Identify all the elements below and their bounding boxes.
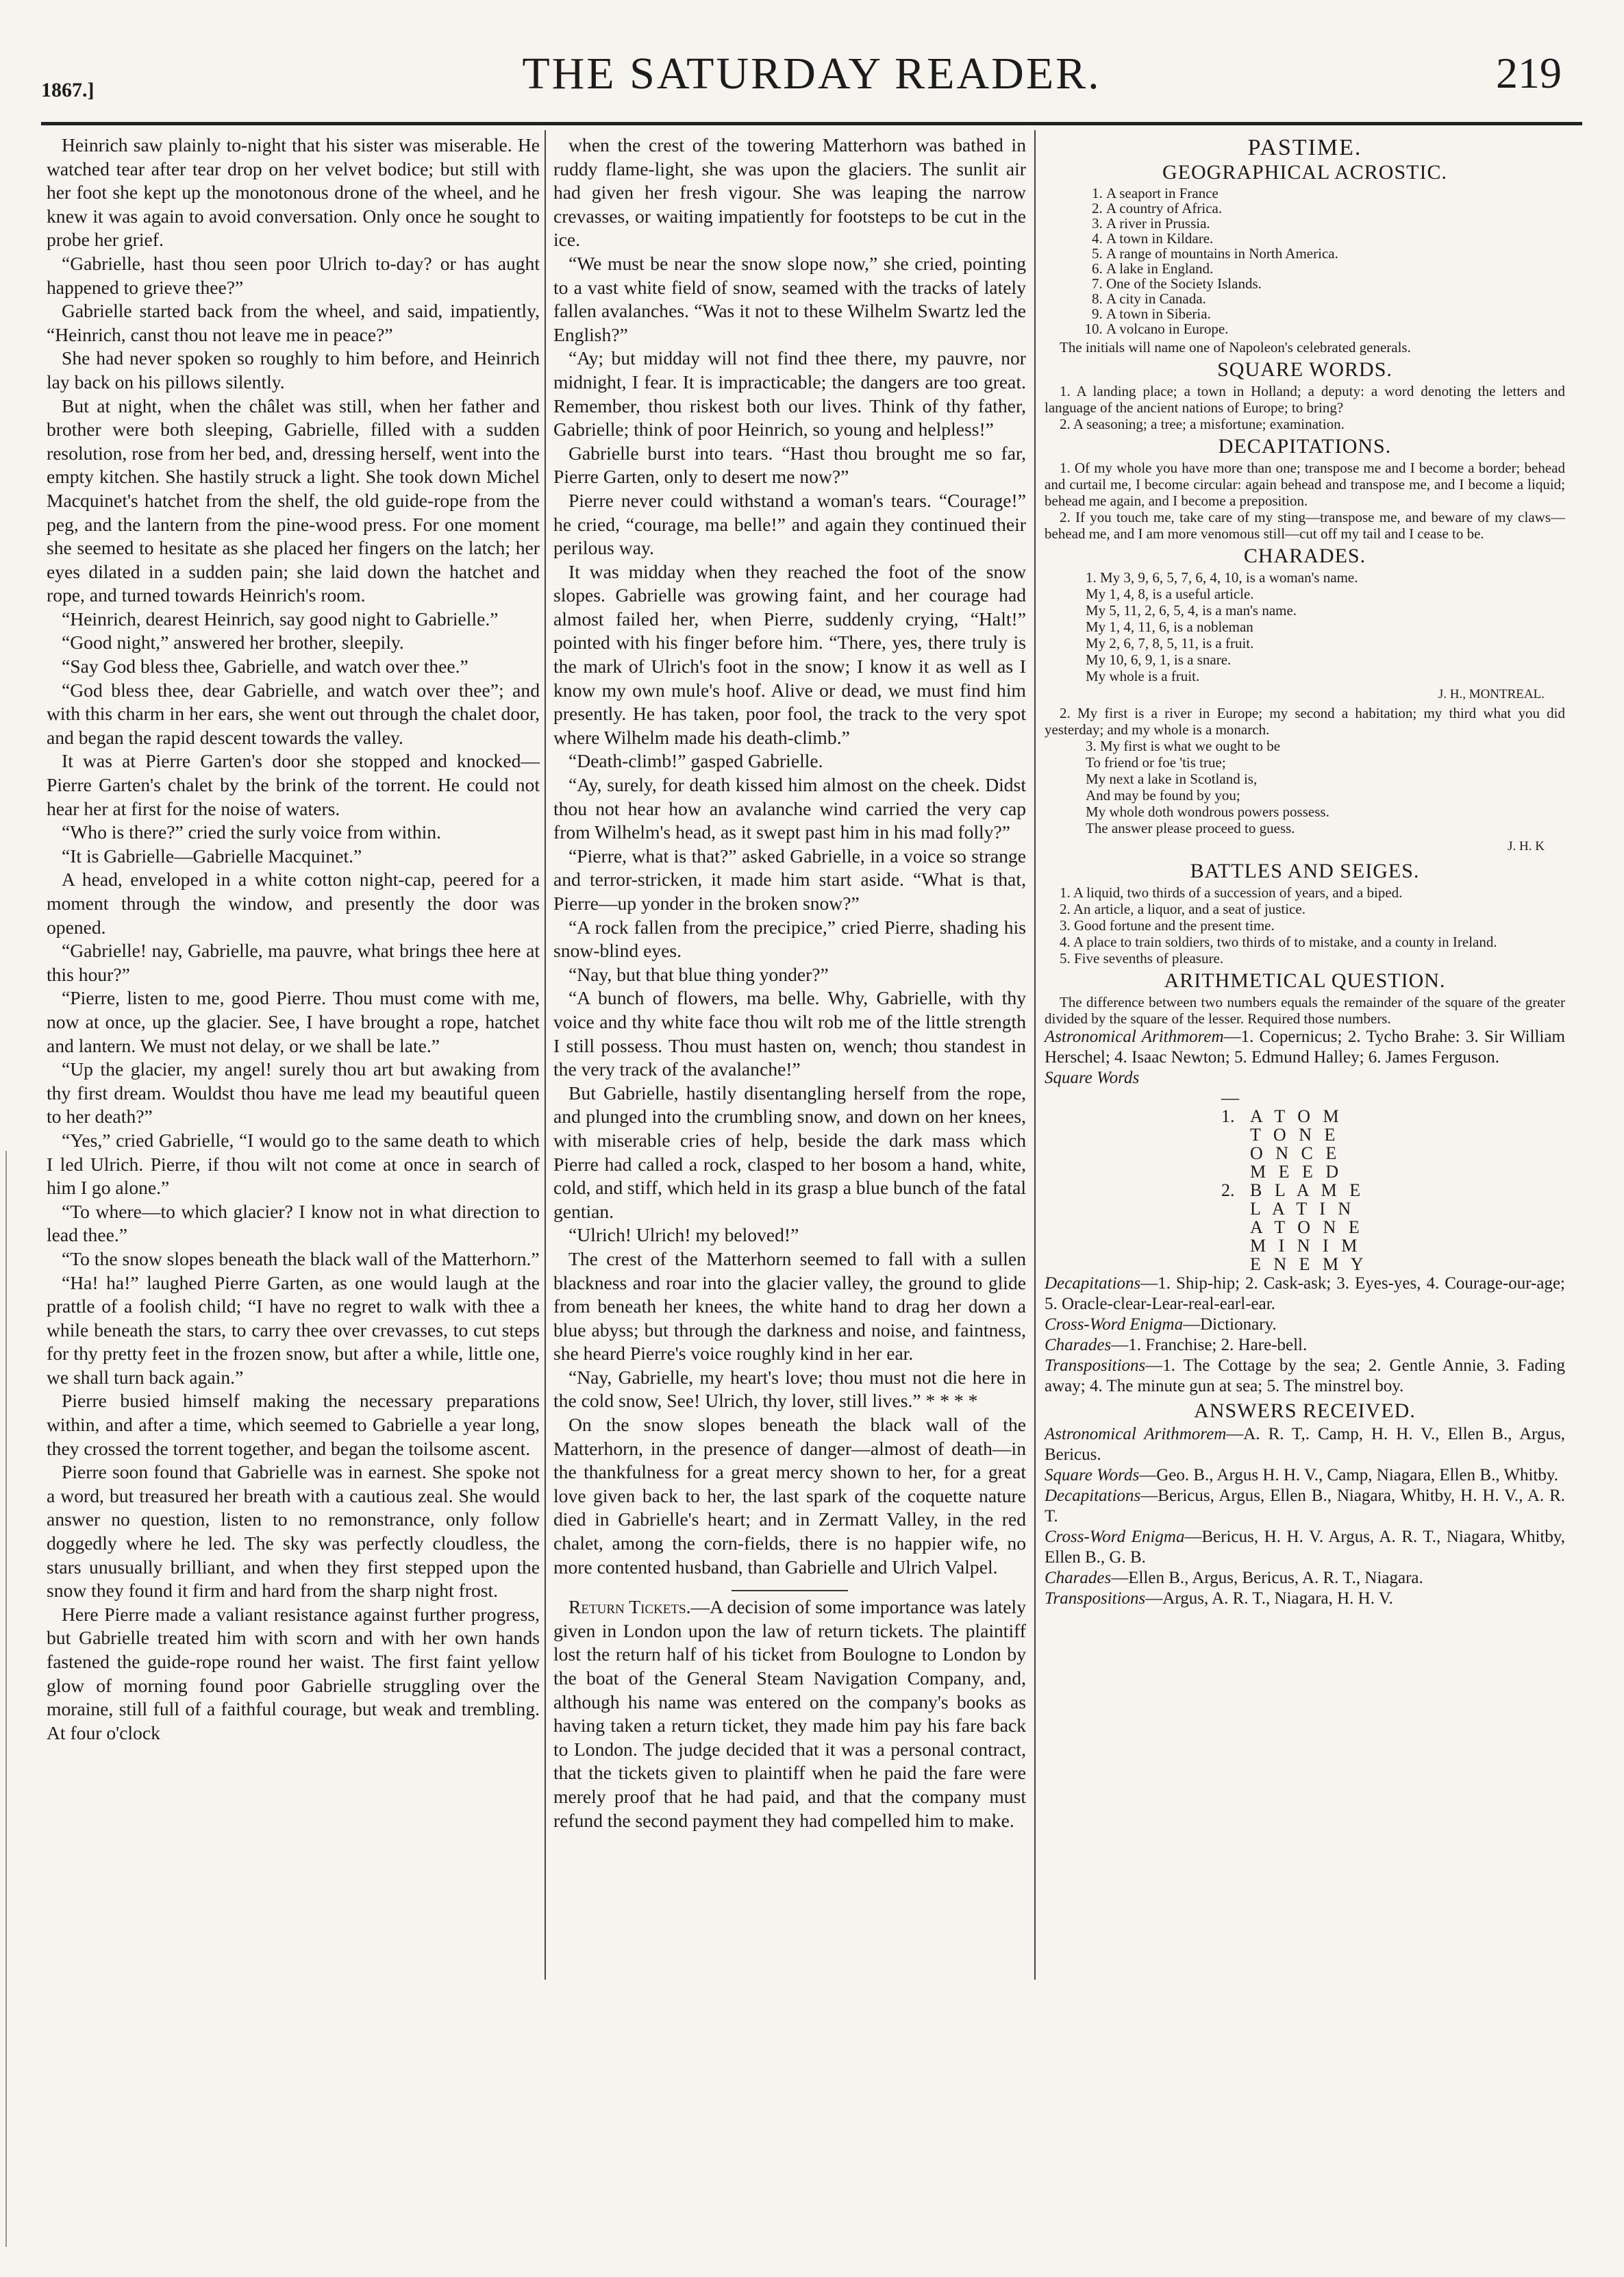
battles-list: [1045, 884, 1565, 967]
paragraph: “Who is there?” cried the surly voice from within.: [62, 821, 441, 843]
charade-line: To friend or foe 'tis true;: [1086, 754, 1226, 771]
paragraph: She had never spoken so roughly to him before, and Heinrich lay back on his pillows silently.: [47, 347, 540, 393]
paragraph: “To the snow slopes beneath the black wall of the Matterhorn.”: [62, 1247, 540, 1269]
grid-number: 2.: [1221, 1180, 1235, 1200]
paragraph: “A rock fallen from the precipice,” cried Pierre, shading his snow-blind eyes.: [553, 916, 1026, 962]
answer-text: —1. Ship-hip; 2. Cask-ask; 3. Eyes-yes, 4. Courage-our-age; 5. Oracle-clear-Lear-real-earl-ear.: [1045, 1274, 1565, 1313]
charade-line: My 5, 11, 2, 6, 5, 4, is a man's name.: [1086, 602, 1297, 619]
charade-3: [1086, 738, 1565, 836]
acrostic-item: 8. A city in Canada.: [1106, 291, 1565, 306]
charade-line: My 1, 4, 11, 6, is a nobleman: [1086, 619, 1253, 635]
answer-transpositions: [1045, 1356, 1565, 1397]
arith-text: The difference between two numbers equals the remainder of the square of the greater divided by the square of the lesser. Required those numbers.: [1045, 994, 1565, 1027]
received-label: Decapitations: [1045, 1486, 1141, 1505]
grid-letters: A T O M: [1250, 1106, 1343, 1126]
answer-text: —1. The Cottage by the sea; 2. Gentle Annie, 3. Fading away; 4. The minute gun at sea; 5. The minstrel boy.: [1045, 1356, 1565, 1395]
charade-line: The answer please proceed to guess.: [1086, 820, 1295, 836]
received-text: —Argus, A. R. T., Niagara, H. H. V.: [1145, 1589, 1393, 1608]
charade-1: [1086, 569, 1565, 684]
paragraph: A head, enveloped in a white cotton night-cap, peered for a moment through the window, and presently the door was opened.: [47, 869, 540, 938]
square-word-grid-1: [1221, 1088, 1565, 1182]
answers-received-title: ANSWERS RECEIVED.: [1194, 1399, 1416, 1422]
grid-letters: B L A M E: [1250, 1180, 1365, 1200]
answer-text: —Dictionary.: [1183, 1315, 1277, 1334]
acrostic-item: 1. A seaport in France: [1106, 186, 1565, 201]
paragraph: Heinrich saw plainly to-night that his sister was miserable. He watched tear after tear drop on her velvet bodice; but still with her foot she kept up the monotonous drone of the wheel, and he knew it was again to avoid conversation. Only once he sought to probe her grief.: [47, 134, 540, 251]
paragraph: “A bunch of flowers, ma belle. Why, Gabrielle, with thy voice and thy white face thou wilt rob me of the little strength I still possess. Thou must hasten on, wench; thou standest in the very track of the avalanche!”: [553, 987, 1026, 1080]
acrostic-item: 9. A town in Siberia.: [1106, 306, 1565, 321]
grid-row: [1221, 1180, 1565, 1200]
acrostic-note: The initials will name one of Napoleon's celebrated generals.: [1060, 339, 1411, 356]
section-rule: [732, 1590, 848, 1591]
paragraph: “Pierre, listen to me, good Pierre. Thou must come with me, now at once, up the glacier. See, I have brought a rope, hatchet and lantern. We must not delay, or we shall be late.”: [47, 987, 540, 1056]
paragraph: “Ulrich! Ulrich! my beloved!”: [569, 1224, 799, 1246]
grid-row: [1250, 1199, 1565, 1218]
charade-line: My whole doth wondrous powers possess.: [1086, 804, 1329, 820]
paragraph: “Gabrielle, hast thou seen poor Ulrich to-day? or has aught happened to grieve thee?”: [47, 252, 540, 298]
received-label: Transpositions: [1045, 1589, 1146, 1608]
story-column-1: [47, 134, 540, 1745]
charade-line: My 2, 6, 7, 8, 5, 11, is a fruit.: [1086, 635, 1254, 651]
answer-label: Decapitations: [1045, 1274, 1141, 1293]
paragraph: Gabrielle started back from the wheel, and said, impatiently, “Heinrich, canst thou not leave me in peace?”: [47, 300, 540, 345]
received-label: Astronomical Arithmorem: [1045, 1425, 1227, 1443]
issue-date: 1867.]: [41, 79, 95, 101]
decapitation-item: 1. Of my whole you have more than one; transpose me and I become a border; behead and curtail me, I become circular: again behead and transpose me, and I become a liquid; behead me again, and I become a preposition.: [1045, 460, 1565, 509]
square-words-list: [1045, 383, 1565, 432]
paragraph: But at night, when the châlet was still, when her father and brother were both sleeping, Gabrielle, filled with a sudden resolution, rose from her bed, and, dressing herself, went into the empty kitchen. She hastily struck a light. She took down Michel Macquinet's hatchet from the shelf, the old guide-rope from the peg, and the lantern from the pine-wood press. For one moment she seemed to hesitate as she placed her fingers on the latch; her eyes dilated in a sudden pain; she laid down the hatchet and rope, and turned towards Heinrich's room.: [47, 395, 540, 606]
received-entry: [1045, 1589, 1565, 1609]
battle-item: 4. A place to train soldiers, two thirds of to mistake, and a county in Ireland.: [1060, 934, 1497, 950]
charade-3-signature: J. H. K: [1508, 839, 1545, 854]
acrostic-list: [1045, 186, 1565, 336]
paragraph: But Gabrielle, hastily disentangling herself from the rope, and plunged into the crumbling snow, and down on her knees, with miserable cries of help, beside the dark mass which Pierre had called a rock, clasped to her bosom a hand, white, cold, and stiff, which held in its grasp a blue bunch of the fatal gentian.: [553, 1082, 1026, 1222]
publication-title: THE SATURDAY READER.: [522, 49, 1101, 99]
charade-2: 2. My first is a river in Europe; my second a habitation; my third what you did yesterday; and my whole is a monarch.: [1045, 705, 1565, 738]
battle-item: 1. A liquid, two thirds of a succession of years, and a biped.: [1060, 884, 1403, 901]
square-words-title: SQUARE WORDS.: [1217, 358, 1392, 381]
paragraph: Gabrielle burst into tears. “Hast thou brought me so far, Pierre Garten, only to desert me now?”: [553, 442, 1026, 488]
charade-line: And may be found by you;: [1086, 787, 1240, 804]
masthead: [41, 41, 1582, 116]
grid-row: [1250, 1255, 1565, 1273]
acrostic-title: GEOGRAPHICAL ACROSTIC.: [1162, 161, 1447, 184]
received-entry: [1045, 1568, 1565, 1589]
paragraph: “It is Gabrielle—Gabrielle Macquinet.”: [62, 845, 362, 867]
answer-cross: [1045, 1315, 1565, 1335]
answer-square-label: [1045, 1068, 1565, 1088]
charade-1-signature: J. H., MONTREAL.: [1438, 687, 1545, 701]
paragraph: “Nay, but that blue thing yonder?”: [569, 963, 829, 985]
paragraph: On the snow slopes beneath the black wall of the Matterhorn, in the presence of danger—almost of death—in the thankfulness for a great mercy shown to her, for a great love given back to her, the last spark of the coquette nature died in Gabrielle's heart; and in Zermatt Valley, in the red chalet, among the corn-fields, there is no happier wife, no more contented husband, than Gabrielle and Ulrich Valpel.: [553, 1414, 1026, 1578]
pastime-column: [1045, 134, 1565, 1609]
square-word-item: 2. A seasoning; a tree; a misfortune; examination.: [1060, 416, 1345, 432]
paragraph: Pierre soon found that Gabrielle was in earnest. She spoke not a word, but treasured her breath with a cautious zeal. She would answer no question, listen to no remonstrance, only follow doggedly where he led. The sky was perfectly cloudless, the stars unusually brilliant, and when they first stepped upon the snow they found it firm and hard from the sharp night frost.: [47, 1461, 540, 1602]
paragraph: Pierre busied himself making the necessary preparations within, and after a time, which seemed to Gabrielle a year long, they crossed the torrent together, and began the toilsome ascent.: [47, 1390, 540, 1459]
decapitation-item: 2. If you touch me, take care of my sting—transpose me, and beware of my claws—behead me, and I am more venomous still—cut off my tail and I cease to be.: [1045, 509, 1565, 542]
charade-line: My whole is a fruit.: [1086, 668, 1200, 684]
answer-text: —1. Copernicus; 2. Tycho Brahe: 3. Sir William Herschel; 4. Isaac Newton; 5. Edmund Halley; 6. James Ferguson.: [1045, 1028, 1565, 1067]
paragraph: “God bless thee, dear Gabrielle, and watch over thee”; and with this charm in her ears, she went out through the chalet door, and began the rapid descent towards the valley.: [47, 679, 540, 748]
grid-letters: E N E M Y: [1250, 1254, 1368, 1274]
paragraph: The crest of the Matterhorn seemed to fall with a sullen blackness and roar into the glacier valley, the ground to glide from beneath her knees, the white hand to drag her down a blue abyss; but through the darkness and noise, and faintness, she heard Pierre's voice roughly kind in her ear.: [553, 1247, 1026, 1365]
return-tickets-note: [553, 1595, 1026, 1832]
acrostic-item: 2. A country of Africa.: [1106, 201, 1565, 216]
paragraph: “Say God bless thee, Gabrielle, and watch over thee.”: [62, 656, 469, 677]
story-column-2-text: [553, 134, 1026, 1579]
paragraph: when the crest of the towering Matterhorn was bathed in ruddy flame-light, she was upon the glaciers. The sunlit air had given her fresh vigour. She was leaping the narrow crevasses, or waiting impatiently for footsteps to be cut in the ice.: [553, 134, 1026, 251]
masthead-rule: [41, 122, 1582, 125]
received-text: —Bericus, Argus, Ellen B., Niagara, Whitby, H. H. V., A. R. T.: [1045, 1486, 1565, 1526]
acrostic-item: 10. A volcano in Europe.: [1106, 321, 1565, 336]
square-word-grid-2: [1221, 1180, 1565, 1274]
paragraph: “Gabrielle! nay, Gabrielle, ma pauvre, what brings thee here at this hour?”: [47, 940, 540, 985]
grid-number: —1.: [1221, 1088, 1239, 1126]
page-number: 219: [1496, 49, 1562, 97]
paragraph: “Heinrich, dearest Heinrich, say good night to Gabrielle.”: [62, 608, 499, 630]
charade-line: 1. My 3, 9, 6, 5, 7, 6, 4, 10, is a woman's name.: [1086, 569, 1358, 586]
answers-section: [1045, 1027, 1565, 1397]
grid-letters: L A T I N: [1250, 1199, 1356, 1219]
received-label: Square Words: [1045, 1466, 1140, 1484]
battle-item: 2. An article, a liquor, and a seat of justice.: [1060, 901, 1306, 917]
acrostic-item: 4. A town in Kildare.: [1106, 231, 1565, 246]
decapitations-title: DECAPITATIONS.: [1218, 435, 1392, 458]
grid-letters: T O N E: [1250, 1125, 1340, 1145]
answer-label: Square Words: [1045, 1069, 1140, 1087]
received-text: —A. R. T,. Camp, H. H. V., Ellen B., Argus, Bericus.: [1045, 1425, 1565, 1464]
charade-line: My next a lake in Scotland is,: [1086, 771, 1258, 787]
grid-row: [1250, 1125, 1565, 1144]
answer-decap: [1045, 1273, 1565, 1315]
paragraph: It was midday when they reached the foot of the snow slopes. Gabrielle was growing faint, and her courage had almost failed her, when Pierre, suddenly crying, “Halt!” pointed with his finger before him. “There, yes, there truly is the mark of Ulrich's foot in the snow; I know it as well as I know my own mule's hoof. Alive or dead, we must find him presently. He has taken, poor fool, the track to the very spot where Wilhelm made his death-climb.”: [553, 560, 1026, 748]
note-body: —A decision of some importance was lately given in London upon the law of return tickets. The plaintiff lost the return half of his ticket from Boulogne to London by the boat of the General Steam Navigation Company, and, although his name was entered on the company's books as having taken a return ticket, they made him pay his fare back to London. The judge decided that it was a personal contract, that the tickets given to plaintiff when he paid the fare were merely proof that he had paid, and that the company must refund the second payment they had compelled him to make.: [553, 1596, 1027, 1831]
charade-line: 3. My first is what we ought to be: [1086, 738, 1281, 754]
decapitations-list: [1045, 460, 1565, 542]
grid-letters: M E E D: [1250, 1162, 1343, 1182]
grid-row: [1250, 1236, 1565, 1255]
paragraph: “To where—to which glacier? I know not in what direction to lead thee.”: [47, 1200, 540, 1246]
paragraph: “Ay, surely, for death kissed him almost on the cheek. Didst thou not hear how an avalanche wind carried the very cap from Wilhelm's head, as it swept past him in his mad folly?”: [553, 774, 1026, 843]
paragraph: It was at Pierre Garten's door she stopped and knocked—Pierre Garten's chalet by the brink of the torrent. He could not hear her at first for the noise of waters.: [47, 750, 540, 819]
received-label: Charades: [1045, 1569, 1112, 1587]
pastime-heading: PASTIME.: [1247, 135, 1362, 160]
grid-row: [1250, 1218, 1565, 1236]
grid-row: [1250, 1162, 1565, 1181]
received-entry: [1045, 1527, 1565, 1568]
answer-astro: [1045, 1027, 1565, 1068]
received-entry: [1045, 1465, 1565, 1486]
note-lead: Return Tickets.: [569, 1596, 691, 1618]
acrostic-item: 7. One of the Society Islands.: [1106, 276, 1565, 291]
answer-label: Astronomical Arithmorem: [1045, 1028, 1224, 1046]
grid-row: [1250, 1144, 1565, 1162]
battles-title: BATTLES AND SEIGES.: [1190, 860, 1420, 882]
charades-title: CHARADES.: [1243, 545, 1366, 567]
received-entry: [1045, 1486, 1565, 1527]
story-column-2: [553, 134, 1026, 1832]
paragraph: “Up the glacier, my angel! surely thou art but awaking from thy first dream. Wouldst thou have me lead my beautiful queen to her death?”: [47, 1058, 540, 1128]
acrostic-item: 3. A river in Prussia.: [1106, 216, 1565, 231]
answers-received-list: [1045, 1424, 1565, 1609]
answer-label: Cross-Word Enigma: [1045, 1315, 1184, 1334]
paragraph: Here Pierre made a valiant resistance against further progress, but Gabrielle treated him with scorn and with her own hands fastened the guide-rope round her waist. The first faint yellow glow of morning found poor Gabrielle struggling over the moraine, still full of a faithful courage, but weak and trembling. At four o'clock: [47, 1603, 540, 1743]
paragraph: “Yes,” cried Gabrielle, “I would go to the same death to which I led Ulrich. Pierre, if thou wilt not come at once in search of him I go alone.”: [47, 1129, 540, 1199]
answer-charades: [1045, 1335, 1565, 1356]
acrostic-item: 6. A lake in England.: [1106, 261, 1565, 276]
paragraph: Pierre never could withstand a woman's tears. “Courage!” he cried, “courage, ma belle!” and again they continued their perilous way.: [553, 489, 1026, 559]
answer-text: —1. Franchise; 2. Hare-bell.: [1111, 1336, 1308, 1354]
grid-letters: M I N I M: [1250, 1236, 1362, 1256]
arith-title: ARITHMETICAL QUESTION.: [1164, 969, 1446, 992]
charade-line: My 1, 4, 8, is a useful article.: [1086, 586, 1254, 602]
column-divider: [1034, 130, 1036, 1980]
received-label: Cross-Word Enigma: [1045, 1528, 1185, 1546]
received-text: —Bericus, H. H. V. Argus, A. R. T., Niagara, Whitby, Ellen B., G. B.: [1045, 1528, 1565, 1567]
grid-row: [1221, 1088, 1565, 1126]
received-text: —Geo. B., Argus H. H. V., Camp, Niagara, Ellen B., Whitby.: [1139, 1466, 1558, 1484]
paragraph: “Pierre, what is that?” asked Gabrielle, in a voice so strange and terror-stricken, it made him start aside. “What is that, Pierre—up yonder in the broken snow?”: [553, 845, 1026, 914]
square-word-item: 1. A landing place; a town in Holland; a deputy: a word denoting the letters and language of the ancient nations of Europe; to bring?: [1045, 383, 1565, 416]
answer-label: Transpositions: [1045, 1356, 1146, 1375]
page-edge-line: [5, 1151, 7, 2247]
grid-letters: A T O N E: [1250, 1217, 1364, 1237]
paragraph: “Ha! ha!” laughed Pierre Garten, as one would laugh at the prattle of a foolish child; “I have no regret to walk with thee a while beneath the stars, to carry thee over crevasses, to cut steps for thy pretty feet in the frozen snow, but after a while, little one, we shall turn back again.”: [47, 1271, 540, 1388]
received-text: —Ellen B., Argus, Bericus, A. R. T., Niagara.: [1111, 1569, 1423, 1587]
paragraph: “Ay; but midday will not find thee there, my pauvre, nor midnight, I fear. It is impracticable; the dangers are too great. Remember, thou riskest both our lives. Think of thy father, Gabrielle; think of poor Heinrich, so young and helpless!”: [553, 347, 1026, 440]
answer-label: Charades: [1045, 1336, 1112, 1354]
acrostic-item: 5. A range of mountains in North America.: [1106, 246, 1565, 261]
charade-line: My 10, 6, 9, 1, is a snare.: [1086, 651, 1232, 668]
grid-letters: O N C E: [1250, 1143, 1341, 1163]
paragraph: “Death-climb!” gasped Gabrielle.: [569, 750, 823, 772]
battle-item: 3. Good fortune and the present time.: [1060, 917, 1275, 934]
paragraph: “Good night,” answered her brother, sleepily.: [62, 632, 404, 654]
paragraph: “Nay, Gabrielle, my heart's love; thou must not die here in the cold snow, See! Ulrich, thy lover, still lives.” * * * *: [553, 1366, 1026, 1412]
battle-item: 5. Five sevenths of pleasure.: [1060, 950, 1224, 967]
received-entry: [1045, 1424, 1565, 1465]
column-divider: [545, 130, 546, 1980]
paragraph: “We must be near the snow slope now,” she cried, pointing to a vast white field of snow, seamed with the tracks of lately fallen avalanches. “Was it not to these Wilhelm Swartz led the English?”: [553, 252, 1026, 345]
